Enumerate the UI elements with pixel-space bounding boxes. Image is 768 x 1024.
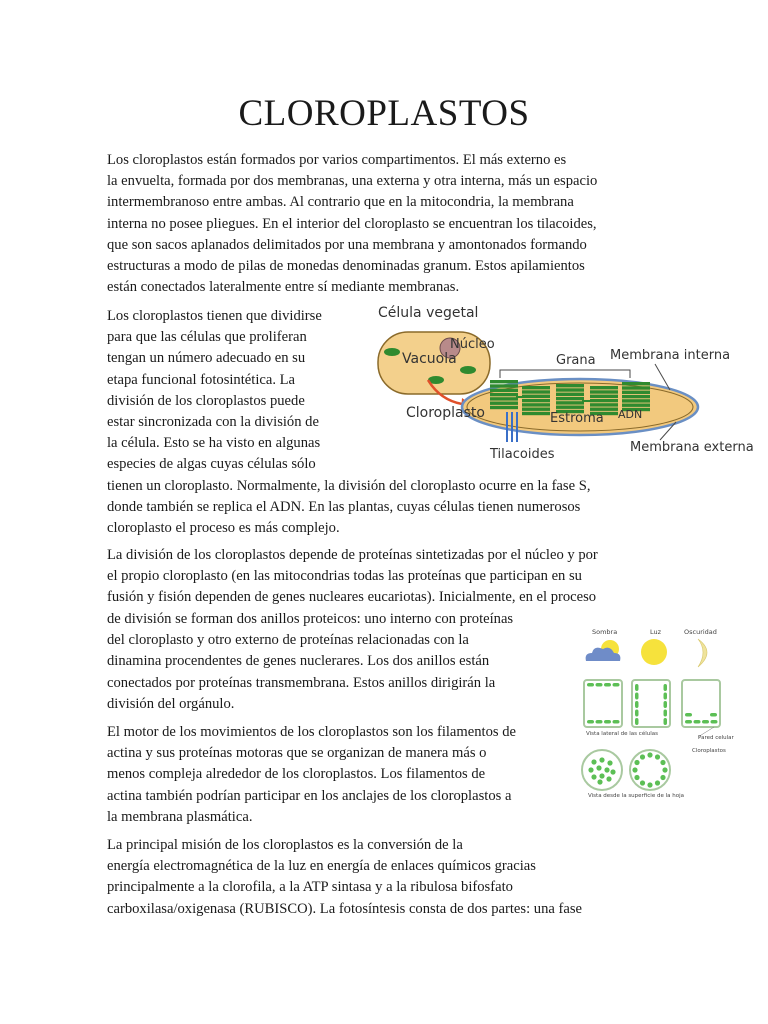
thylakoid-disc: [522, 408, 550, 411]
surface-view-label: Vista desde la superficie de la hoja: [588, 793, 684, 799]
chloroplast-icon: [599, 773, 604, 778]
outer-membrane-label: Membrana externa: [630, 440, 754, 455]
chloroplast-icon: [664, 684, 668, 691]
thylakoid-disc: [590, 403, 618, 406]
text-line: división del orgánulo.: [107, 695, 235, 712]
thylakoid-disc: [522, 395, 550, 398]
chloroplast-icon: [604, 720, 611, 724]
chloroplast-icon: [634, 760, 639, 765]
thylakoid-disc: [590, 390, 618, 393]
thylakoid-disc: [622, 395, 650, 398]
text-line: La principal misión de los cloroplastos es la conversión de la: [107, 837, 463, 853]
text-line: del cloroplasto y otro externo de proteínas relacionadas con la: [107, 632, 469, 649]
chloroplast-icon: [655, 780, 660, 785]
chloroplast-label: Cloroplasto: [406, 405, 485, 421]
thylakoid-disc: [622, 404, 650, 407]
chloroplast-icon: [613, 683, 620, 687]
dark-label: Oscuridad: [684, 628, 717, 636]
chloroplast-icon: [635, 710, 639, 717]
chloroplast-icon: [604, 683, 611, 687]
thylakoid-disc: [522, 403, 550, 406]
thylakoid-disc: [556, 397, 584, 400]
text-line: estar sincronizada con la división de: [107, 414, 319, 431]
thylakoid-disc: [490, 380, 518, 383]
page-title: CLOROPLASTOS: [238, 93, 530, 134]
chloroplast-icon: [647, 752, 652, 757]
thylakoid-disc: [522, 412, 550, 415]
paragraph-structure: [107, 150, 597, 298]
chloroplast-icon: [655, 754, 660, 759]
chloroplast-icon: [694, 720, 701, 724]
chloroplast-icon: [597, 779, 602, 784]
text-line: de división se forman dos anillos proteicos: uno interno con proteínas: [107, 611, 514, 627]
text-line: especies de algas cuyas células sólo: [107, 456, 316, 473]
side-view-label: Vista lateral de las células: [586, 731, 658, 737]
text-line: están conectados lateralmente entre sí mediante membranas.: [107, 279, 460, 296]
text-line: tengan un número adecuado en su: [107, 350, 306, 367]
chloroplasts-label: Cloroplastos: [692, 748, 726, 754]
text-line: dinamina procendentes de genes nuclerares. Los dos anillos están: [107, 653, 490, 670]
dna-label: ADN: [618, 408, 643, 421]
text-line: interna no posee pliegues. En el interior del cloroplasto se encuentran los tilacoides,: [107, 215, 597, 232]
inner-membrane-label: Membrana interna: [610, 348, 731, 363]
chloroplast-icon: [607, 760, 612, 765]
text-line: tienen un cloroplasto. Normalmente, la división del cloroplasto ocurre en la fase S,: [107, 478, 591, 494]
thylakoid-disc: [490, 406, 518, 409]
text-line: intermembranoso entre ambas. Al contrario que en la mitocondria, la membrana: [107, 194, 574, 211]
shade-label: Sombra: [592, 628, 618, 636]
chloroplast-icon: [660, 760, 665, 765]
chloroplast-icon: [662, 767, 667, 772]
text-line: actina y sus proteínas motoras que se organizan de manera más o: [107, 745, 487, 762]
cell-wall-label: Pared celular: [698, 735, 734, 741]
thylakoid-disc: [522, 399, 550, 402]
chloroplast-icon: [596, 683, 603, 687]
chloroplast-icon: [613, 720, 620, 724]
grana-label: Grana: [556, 353, 596, 368]
text-line: energía electromagnética de la luz en energía de enlaces químicos gracias: [107, 858, 536, 875]
text-line: conectados por proteínas transmembrana. Estos anillos dirigirán la: [107, 674, 496, 691]
thylakoid-disc: [590, 386, 618, 389]
cell-chloroplast-shape: [384, 348, 400, 356]
chloroplast-icon: [640, 754, 645, 759]
chloroplast-icon: [606, 776, 611, 781]
cell-outline: [584, 680, 622, 727]
text-line: para que las células que proliferan: [107, 329, 307, 346]
chloroplast-icon: [635, 684, 639, 691]
paragraph-proteins-narrow: [107, 609, 513, 715]
thylakoid-disc: [490, 389, 518, 392]
thylakoid-disc: [522, 386, 550, 389]
chloroplast-icon: [610, 769, 615, 774]
thylakoid-disc: [490, 397, 518, 400]
sun-icon: [641, 639, 667, 665]
chloroplast-icon: [685, 720, 692, 724]
paragraph-division-wide: [107, 476, 590, 540]
text-line: etapa funcional fotosintética. La: [107, 371, 296, 388]
paragraph-movement: [107, 722, 516, 828]
thylakoid-disc: [590, 399, 618, 402]
text-line: estructuras a modo de pilas de monedas denominadas granum. Estos apilamientos: [107, 258, 585, 275]
chloroplast-icon: [635, 718, 639, 725]
thylakoid-disc: [622, 399, 650, 402]
chloroplast-icon: [599, 757, 604, 762]
text-line: que son sacos aplanados delimitados por una membrana y amontonados formando: [107, 236, 587, 253]
side-view-cells: [584, 680, 720, 727]
chloroplast-icon: [588, 767, 593, 772]
text-line: principalmente a la clorofila, a la ATP sintasa y a la ribulosa bifosfato: [107, 879, 513, 896]
text-line: El motor de los movimientos de los cloroplastos son los filamentos de: [107, 724, 516, 740]
moon-icon: [698, 639, 707, 667]
thylakoid-disc: [490, 384, 518, 387]
chloroplast-icon: [634, 775, 639, 780]
chloroplast-icon: [664, 701, 668, 708]
chloroplast-movement-diagram: [578, 625, 738, 805]
thylakoid-disc: [622, 386, 650, 389]
stroma-lamella: [582, 400, 592, 402]
paragraph-proteins-wide: [107, 545, 598, 609]
paragraph-function: [107, 835, 582, 920]
chloroplast-icon: [702, 720, 709, 724]
text-line: fusión y fisión dependen de genes nucleares eucariotas). Inicialmente, en el proceso: [107, 589, 597, 606]
chloroplast-icon: [710, 713, 717, 717]
stroma-lamella: [516, 396, 524, 398]
vacuole-label: Vacuola: [402, 351, 457, 367]
chloroplast-icon: [587, 720, 594, 724]
text-line: el propio cloroplasto (en las mitocondrias todas las proteínas que participan en su: [107, 568, 582, 585]
chloroplast-icon: [591, 759, 596, 764]
chloroplast-icon: [664, 710, 668, 717]
text-line: donde también se replica el ADN. En las plantas, cuyas células tienen numerosos: [107, 499, 581, 516]
text-line: La división de los cloroplastos depende de proteínas sintetizadas por el núcleo y por: [107, 547, 598, 563]
thylakoid-disc: [556, 393, 584, 396]
chloroplast-icon: [635, 693, 639, 700]
chloroplast-icon: [596, 720, 603, 724]
cell-outline: [682, 680, 720, 727]
chloroplast-icon: [685, 713, 692, 717]
chloroplast-icon: [640, 780, 645, 785]
chloroplast-icon: [660, 775, 665, 780]
thylakoid-disc: [490, 402, 518, 405]
thylakoid-disc: [590, 395, 618, 398]
chloroplast-icon: [591, 774, 596, 779]
text-line: actina también podrían participar en los anclajes de los cloroplastos a: [107, 787, 512, 804]
text-line: la envuelta, formada por dos membranas, una externa y otra interna, más un espacio: [107, 173, 598, 190]
thylakoid-disc: [556, 388, 584, 391]
chloroplast-icon: [664, 693, 668, 700]
cell-outline: [582, 750, 622, 790]
grana-bracket: [500, 370, 630, 378]
paragraph-division-narrow: [107, 306, 322, 476]
thylakoid-disc: [556, 384, 584, 387]
chloroplast-icon: [664, 718, 668, 725]
chloroplast-icon: [596, 765, 601, 770]
text-line: carboxilasa/oxigenasa (RUBISCO). La fotosíntesis consta de dos partes: una fase: [107, 900, 582, 917]
thylakoid-disc: [522, 390, 550, 393]
chloroplast-icon: [587, 683, 594, 687]
chloroplast-icon: [635, 701, 639, 708]
chloroplast-diagram: [370, 300, 754, 465]
cell-chloroplast-shape: [460, 366, 476, 374]
nucleus-label: Núcleo: [450, 337, 495, 352]
cell-label: Célula vegetal: [378, 305, 479, 321]
text-line: la membrana plasmática.: [107, 808, 253, 825]
stroma-label: Estroma: [550, 411, 604, 426]
text-line: la célula. Esto se ha visto en algunas: [107, 435, 321, 452]
text-line: menos compleja alrededor de los cloroplastos. Los filamentos de: [107, 766, 486, 783]
text-line: división de los cloroplastos puede: [107, 392, 305, 409]
text-line: Los cloroplastos tienen que dividirse: [107, 308, 322, 324]
thylakoid-disc: [490, 393, 518, 396]
thylakoid-disc: [622, 391, 650, 394]
chloroplast-icon: [647, 782, 652, 787]
thylakoid-disc: [622, 382, 650, 385]
text-line: cloroplasto el proceso es más complejo.: [107, 520, 340, 537]
text-line: Los cloroplastos están formados por varios compartimentos. El más externo es: [107, 152, 567, 168]
surface-view-cells: [582, 750, 670, 790]
chloroplast-icon: [604, 767, 609, 772]
thylakoid-disc: [556, 406, 584, 409]
chloroplast-icon: [711, 720, 718, 724]
thylakoids-label: Tilacoides: [490, 447, 555, 462]
thylakoid-disc: [556, 401, 584, 404]
chloroplast-icon: [632, 767, 637, 772]
light-label: Luz: [650, 628, 662, 636]
